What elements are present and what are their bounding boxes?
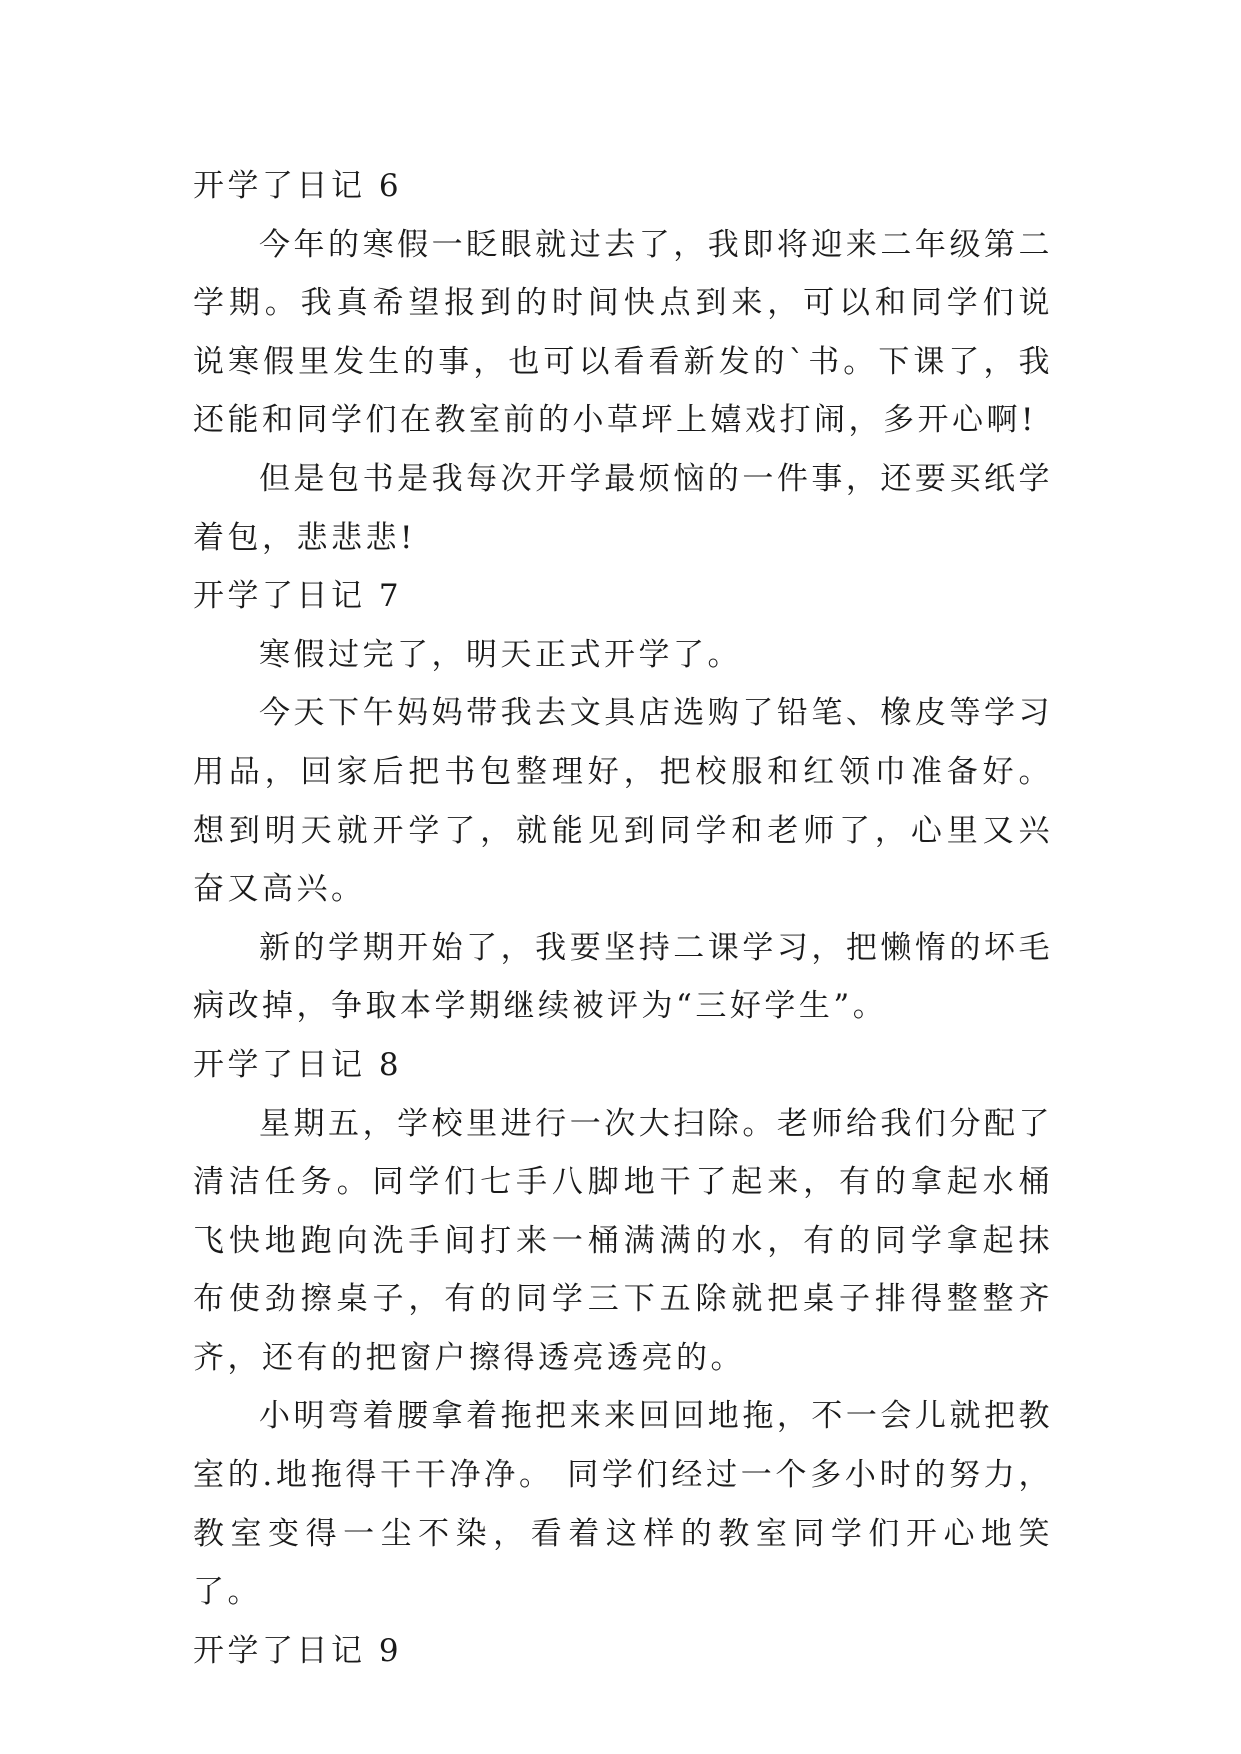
paragraph: 小明弯着腰拿着拖把来来回回地拖，不一会儿就把教室的.地拖得干干净净。 同学们经过一个多小时的努力，教室变得一尘不染，看着这样的教室同学们开心地笑了。: [193, 1398, 1053, 1611]
paragraph: 新的学期开始了，我要坚持二课学习，把懒惰的坏毛病改掉，争取本学期继续被评为“三好学生”。: [193, 929, 1053, 1025]
section-title-diary-9: 开学了日记 9: [193, 1632, 403, 1669]
section-title-diary-8: 开学了日记 8: [193, 1046, 403, 1083]
paragraph: 今年的寒假一眨眼就过去了，我即将迎来二年级第二学期。我真希望报到的时间快点到来，可以和同学们说说寒假里发生的事，也可以看看新发的`书。下课了，我还能和同学们在教室前的小草坪上嬉戏打闹，多开心啊!: [193, 226, 1053, 439]
document-body: [193, 157, 1053, 1680]
section-title-diary-6: 开学了日记 6: [193, 168, 403, 204]
paragraph: 但是包书是我每次开学最烦恼的一件事，还要买纸学着包，悲悲悲!: [193, 460, 1053, 556]
paragraph: 寒假过完了，明天正式开学了。: [259, 636, 742, 673]
paragraph: 今天下午妈妈带我去文具店选购了铅笔、橡皮等学习用品，回家后把书包整理好，把校服和红领巾准备好。想到明天就开学了，就能见到同学和老师了，心里又兴奋又高兴。: [193, 695, 1053, 908]
paragraph: 星期五，学校里进行一次大扫除。老师给我们分配了清洁任务。同学们七手八脚地干了起来，有的拿起水桶飞快地跑向洗手间打来一桶满满的水，有的同学拿起抹布使劲擦桌子，有的同学三下五除就把桌子排得整整齐齐，还有的把窗户擦得透亮透亮的。: [193, 1105, 1053, 1376]
section-title-diary-7: 开学了日记 7: [193, 578, 403, 615]
